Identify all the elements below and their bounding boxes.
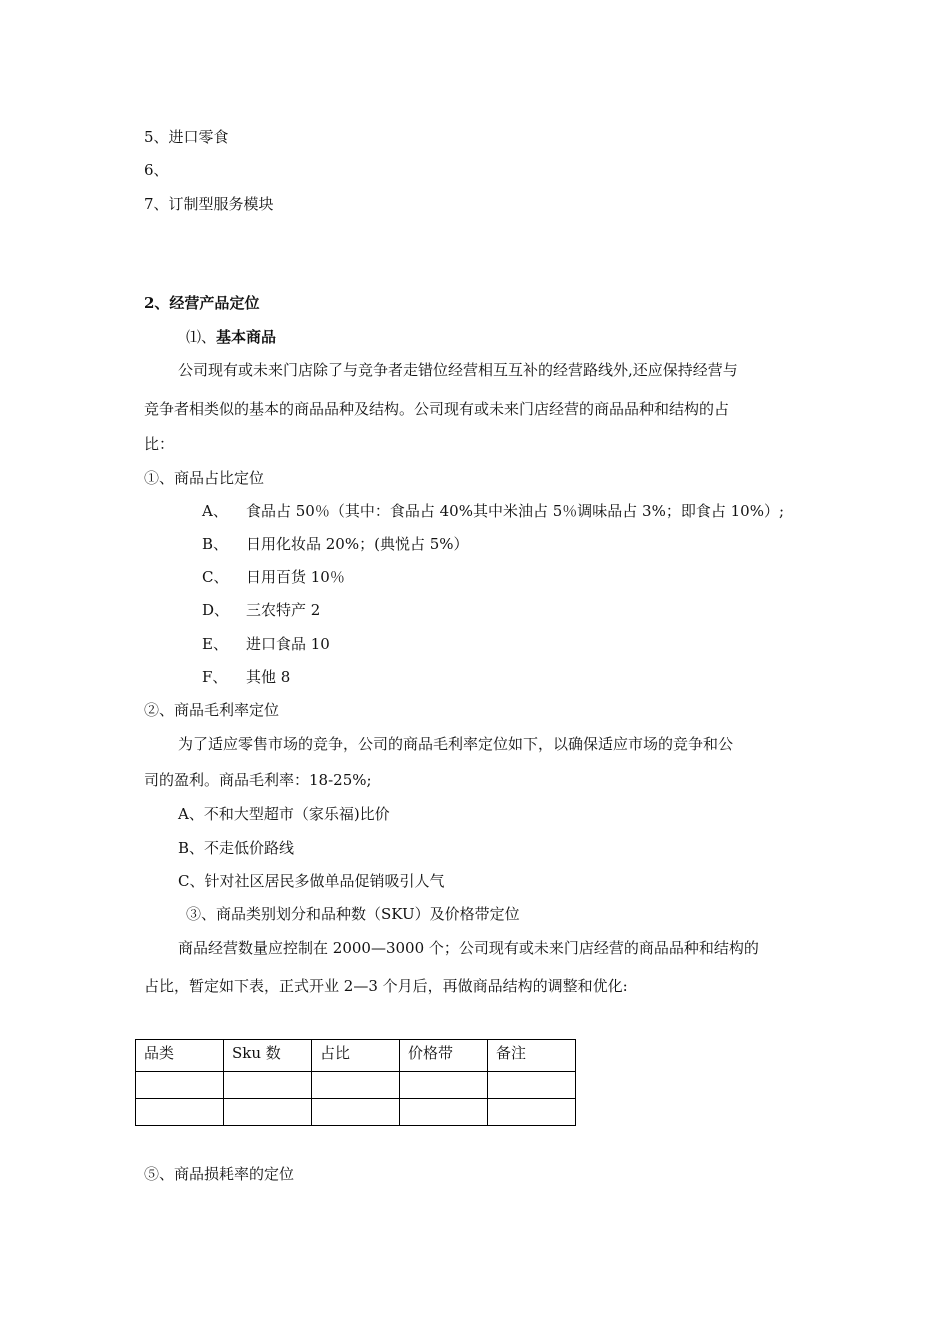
sku-heading: ③、商品类别划分和品种数（SKU）及价格带定位	[186, 905, 520, 923]
ratio-item-c	[202, 567, 345, 587]
margin-line-2: 司的盈利。商品毛利率：18-25%;	[144, 771, 372, 789]
table-cell	[312, 1072, 400, 1099]
ratio-marker: B、	[202, 535, 229, 553]
ratio-marker: A、	[202, 502, 228, 520]
table-cell	[400, 1099, 488, 1126]
table-header-sku: Sku 数	[224, 1040, 312, 1072]
table-header-ratio: 占比	[312, 1040, 400, 1072]
ratio-text: 日用百货 10％	[246, 568, 345, 586]
table-cell	[224, 1072, 312, 1099]
margin-heading: ②、商品毛利率定位	[144, 701, 280, 719]
ratio-heading: ①、商品占比定位	[144, 469, 265, 487]
ratio-marker: F、	[202, 668, 228, 686]
table-cell	[488, 1072, 576, 1099]
margin-line-1: 为了适应零售市场的竞争，公司的商品毛利率定位如下，以确保适应市场的竞争和公	[178, 735, 734, 753]
ratio-text: 进口食品 10	[246, 635, 330, 653]
table-cell	[400, 1072, 488, 1099]
ratio-marker: E、	[202, 635, 228, 653]
list-item-5: 5、进口零食	[144, 128, 229, 146]
table-cell	[136, 1099, 224, 1126]
ratio-item-b	[202, 534, 469, 554]
loss-heading: ⑤、商品损耗率的定位	[144, 1165, 295, 1183]
list-item-7: 7、订制型服务模块	[144, 195, 274, 213]
ratio-marker: D、	[202, 601, 230, 619]
table-header-notes: 备注	[488, 1040, 576, 1072]
table-cell	[224, 1099, 312, 1126]
subsection-label: 基本商品	[216, 328, 277, 346]
table-header-row	[136, 1040, 576, 1072]
ratio-text: 日用化妆品 20%；(典悦占 5%）	[246, 535, 469, 553]
ratio-text: 三农特产 2	[246, 601, 321, 619]
list-item-6: 6、	[144, 161, 169, 179]
ratio-text: 食品占 50％（其中：食品占 40%其中米油占 5％调味品占 3%；即食占 10%）;	[246, 502, 785, 520]
ratio-item-d	[202, 600, 320, 620]
table-cell	[488, 1099, 576, 1126]
table-header-price-band: 价格带	[400, 1040, 488, 1072]
ratio-item-e	[202, 634, 330, 654]
margin-item-b: B、不走低价路线	[178, 839, 295, 857]
ratio-item-f	[202, 667, 290, 687]
sku-line-2: 占比，暂定如下表，正式开业 2—3 个月后，再做商品结构的调整和优化:	[144, 977, 628, 995]
ratio-item-a	[202, 501, 784, 521]
subsection-prefix: ⑴、	[186, 328, 217, 346]
table-cell	[312, 1099, 400, 1126]
table-row	[136, 1072, 576, 1099]
sku-table	[135, 1039, 576, 1126]
intro-line-1: 公司现有或未来门店除了与竞争者走错位经营相互互补的经营路线外,还应保持经营与	[178, 361, 738, 379]
intro-line-2: 竞争者相类似的基本的商品品种及结构。公司现有或未来门店经营的商品品种和结构的占	[144, 400, 730, 418]
section-title: 2、经营产品定位	[144, 294, 260, 312]
table-row	[136, 1099, 576, 1126]
ratio-text: 其他 8	[246, 668, 291, 686]
table-header-category: 品类	[136, 1040, 224, 1072]
intro-line-3: 比：	[144, 435, 175, 453]
margin-item-a: A、不和大型超市（家乐福)比价	[178, 805, 390, 823]
subsection-title	[186, 327, 276, 347]
table-cell	[136, 1072, 224, 1099]
margin-item-c: C、针对社区居民多做单品促销吸引人气	[178, 872, 445, 890]
ratio-marker: C、	[202, 568, 229, 586]
sku-line-1: 商品经营数量应控制在 2000—3000 个；公司现有或未来门店经营的商品品种和结构的	[178, 939, 759, 957]
